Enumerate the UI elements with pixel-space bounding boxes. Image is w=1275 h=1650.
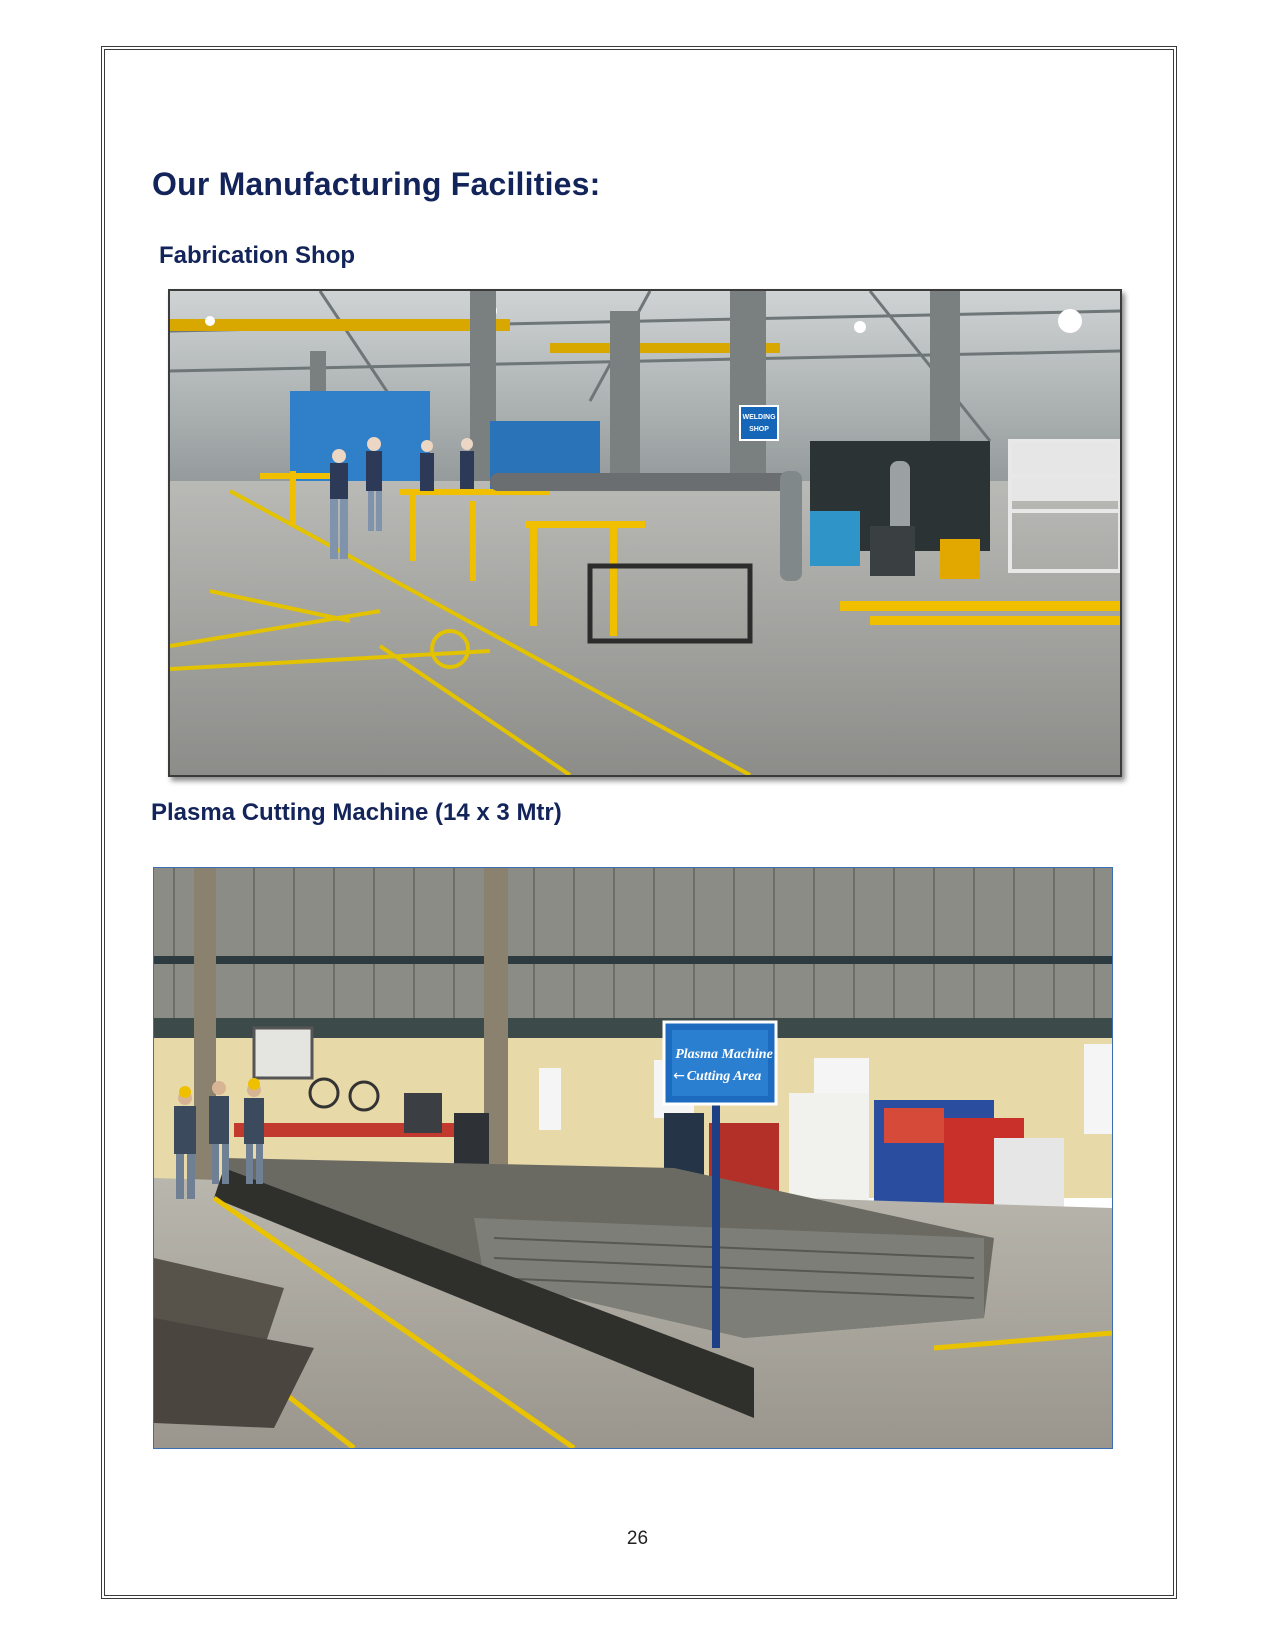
- plasma-cutting-machine-heading: Plasma Cutting Machine (14 x 3 Mtr): [151, 799, 562, 826]
- plasma-cutting-illustration: [154, 868, 1112, 1448]
- page-number: 26: [626, 1528, 649, 1549]
- fabrication-shop-illustration: [170, 291, 1120, 775]
- plasma-sign-line-1: Plasma Machine: [675, 1047, 773, 1062]
- fabrication-shop-photo: [168, 289, 1122, 777]
- page-title: Our Manufacturing Facilities:: [152, 166, 601, 202]
- welding-shop-sign: [740, 406, 778, 440]
- fabrication-shop-heading: Fabrication Shop: [159, 242, 356, 269]
- welding-sign-line-1: WELDING: [742, 414, 776, 421]
- welding-sign-line-2: SHOP: [749, 426, 769, 433]
- plasma-cutting-machine-photo: [153, 867, 1113, 1449]
- plasma-sign-line-2: Cutting Area: [686, 1069, 762, 1084]
- left-arrow-icon: ←: [673, 1068, 685, 1084]
